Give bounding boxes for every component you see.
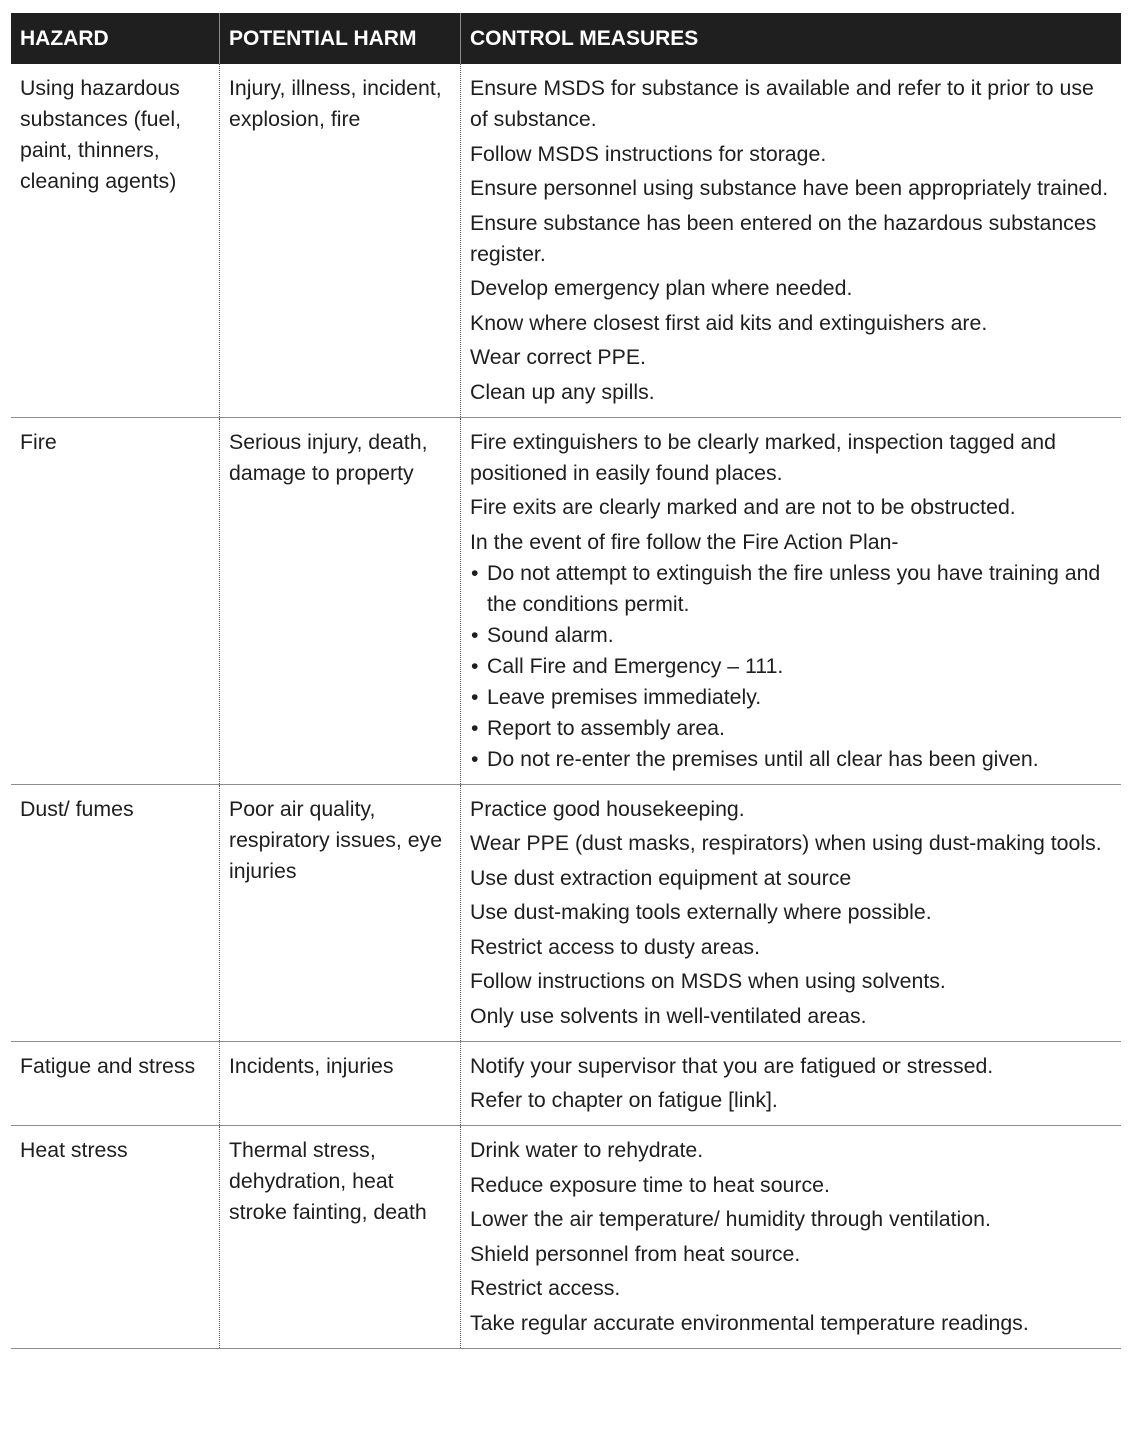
control-measure: Follow MSDS instructions for storage. [470, 141, 827, 166]
control-measure: Know where closest first aid kits and extinguishers are. [470, 310, 988, 335]
control-measures-cell [461, 418, 1121, 784]
harm-cell: Poor air quality, respiratory issues, eye injuries [220, 785, 461, 1041]
header-potential-harm: POTENTIAL HARM [220, 13, 461, 64]
control-measure: Ensure substance has been entered on the hazardous substances register. [470, 210, 1097, 266]
header-control-measures: CONTROL MEASURES [470, 26, 699, 50]
hazard-cell: Fatigue and stress [11, 1042, 220, 1126]
fire-action-step: • Report to assembly area. [470, 713, 1113, 744]
control-measure: Reduce exposure time to heat source. [470, 1172, 830, 1197]
control-measure: Take regular accurate environmental temperature readings. [470, 1310, 1029, 1335]
control-measure: Restrict access to dusty areas. [470, 934, 760, 959]
fire-action-step: • Call Fire and Emergency – 111. [470, 651, 1113, 682]
control-measure: Use dust extraction equipment at source [470, 865, 852, 890]
control-measure: Fire exits are clearly marked and are not to be obstructed. [470, 495, 1016, 519]
control-measure: Refer to chapter on fatigue [link]. [470, 1088, 778, 1112]
harm-cell: Serious injury, death, damage to property [220, 418, 461, 784]
table-row [11, 418, 1121, 785]
control-measure: Practice good housekeeping. [470, 796, 745, 821]
hazard-table [11, 13, 1121, 1349]
control-measure: Develop emergency plan where needed. [470, 276, 853, 300]
table-row [11, 1126, 1121, 1349]
control-measure: Follow instructions on MSDS when using solvents. [470, 969, 946, 993]
table-row [11, 785, 1121, 1042]
control-measure: Notify your supervisor that you are fatigued or stressed. [470, 1053, 994, 1078]
table-row [11, 64, 1121, 418]
fire-action-step: • Leave premises immediately. [470, 682, 1113, 713]
harm-cell: Injury, illness, incident, explosion, fire [220, 64, 461, 417]
control-measure: Only use solvents in well-ventilated areas. [470, 1003, 867, 1028]
control-measure: In the event of fire follow the Fire Action Plan- [470, 529, 899, 554]
control-measure: Use dust-making tools externally where possible. [470, 900, 932, 924]
fire-action-plan-list [470, 558, 1113, 775]
table-header [11, 13, 1121, 64]
header-hazard: HAZARD [11, 13, 220, 64]
fire-action-step: • Do not re-enter the premises until all clear has been given. [470, 744, 1113, 775]
hazard-cell: Fire [11, 418, 220, 784]
control-measure: Wear correct PPE. [470, 345, 646, 369]
control-measures-cell [461, 785, 1121, 1041]
hazard-cell: Using hazardous substances (fuel, paint, thinners, cleaning agents) [11, 64, 220, 417]
fire-action-step: • Sound alarm. [470, 620, 1113, 651]
harm-cell: Thermal stress, dehydration, heat stroke fainting, death [220, 1126, 461, 1348]
table-row [11, 1042, 1121, 1127]
control-measure: Drink water to rehydrate. [470, 1138, 704, 1162]
control-measure: Ensure MSDS for substance is available and refer to it prior to use of substance. [470, 76, 1094, 131]
control-measure: Ensure personnel using substance have been appropriately trained. [470, 176, 1109, 200]
control-measure: Clean up any spills. [470, 379, 655, 404]
fire-action-step: • Do not attempt to extinguish the fire unless you have training and the conditions permit. [470, 558, 1113, 620]
control-measure: Fire extinguishers to be clearly marked, inspection tagged and positioned in easily found places. [470, 429, 1056, 485]
control-measures-cell [461, 1042, 1121, 1126]
control-measures-cell [461, 1126, 1121, 1348]
control-measure: Shield personnel from heat source. [470, 1241, 801, 1266]
hazard-cell: Heat stress [11, 1126, 220, 1348]
control-measure: Lower the air temperature/ humidity through ventilation. [470, 1207, 991, 1231]
table-body [11, 64, 1121, 1349]
control-measures-cell [461, 64, 1121, 417]
control-measure: Wear PPE (dust masks, respirators) when using dust-making tools. [470, 831, 1102, 855]
hazard-cell: Dust/ fumes [11, 785, 220, 1041]
control-measure: Restrict access. [470, 1276, 621, 1300]
harm-cell: Incidents, injuries [220, 1042, 461, 1126]
